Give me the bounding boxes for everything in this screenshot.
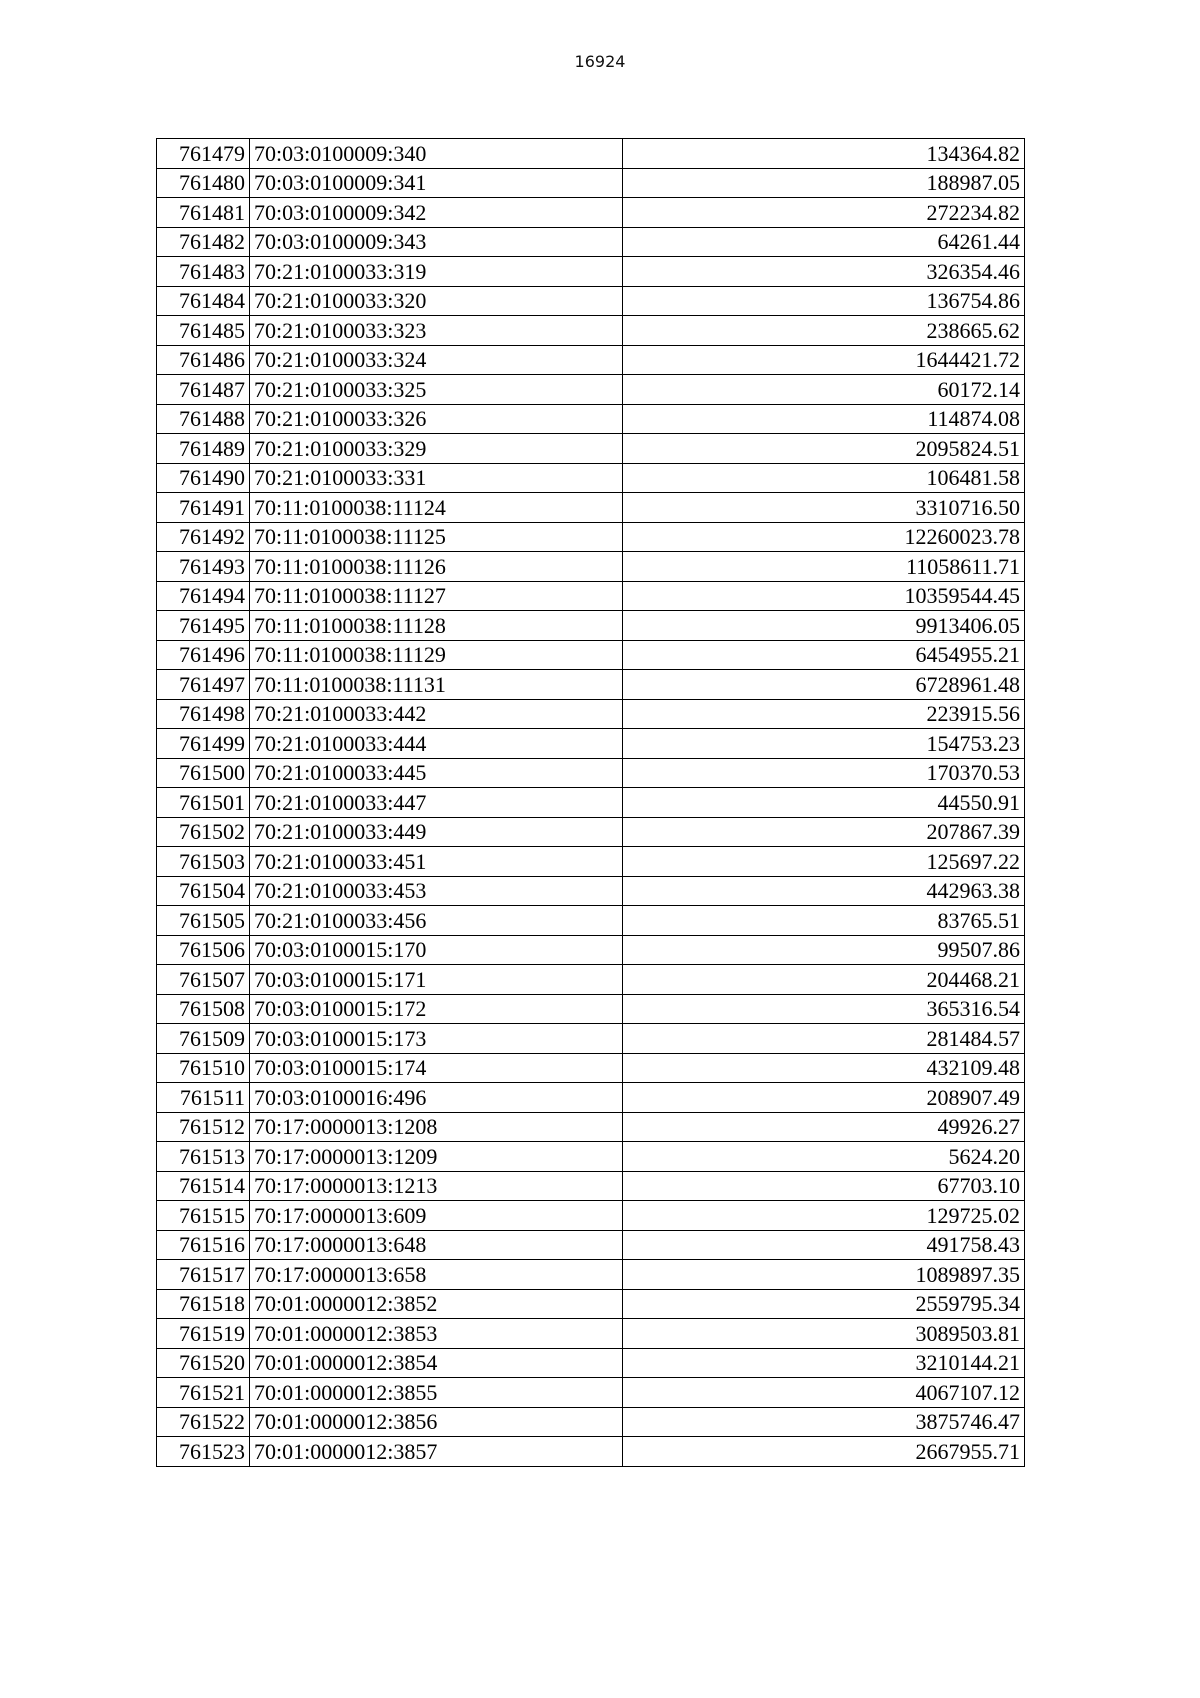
table-row — [157, 611, 1025, 641]
row-number-cell: 761501 — [157, 788, 250, 818]
value-cell: 432109.48 — [623, 1053, 1025, 1083]
cadastral-number-cell: 70:03:0100009:342 — [250, 198, 623, 228]
value-cell: 44550.91 — [623, 788, 1025, 818]
table-row — [157, 876, 1025, 906]
table-row — [157, 345, 1025, 375]
table-row — [157, 935, 1025, 965]
cadastral-number-cell: 70:03:0100016:496 — [250, 1083, 623, 1113]
value-cell: 10359544.45 — [623, 581, 1025, 611]
table-row — [157, 1083, 1025, 1113]
row-number-cell: 761489 — [157, 434, 250, 464]
table-row — [157, 758, 1025, 788]
cadastral-number-cell: 70:17:0000013:1208 — [250, 1112, 623, 1142]
table-row — [157, 1201, 1025, 1231]
table-row — [157, 581, 1025, 611]
table-row — [157, 316, 1025, 346]
row-number-cell: 761513 — [157, 1142, 250, 1172]
table-row — [157, 1348, 1025, 1378]
cadastral-number-cell: 70:11:0100038:11129 — [250, 640, 623, 670]
cadastral-number-cell: 70:03:0100009:343 — [250, 227, 623, 257]
row-number-cell: 761495 — [157, 611, 250, 641]
value-cell: 238665.62 — [623, 316, 1025, 346]
row-number-cell: 761494 — [157, 581, 250, 611]
row-number-cell: 761509 — [157, 1024, 250, 1054]
cadastral-number-cell: 70:21:0100033:329 — [250, 434, 623, 464]
value-cell: 5624.20 — [623, 1142, 1025, 1172]
row-number-cell: 761484 — [157, 286, 250, 316]
row-number-cell: 761507 — [157, 965, 250, 995]
cadastral-number-cell: 70:17:0000013:1213 — [250, 1171, 623, 1201]
row-number-cell: 761519 — [157, 1319, 250, 1349]
table-row — [157, 1112, 1025, 1142]
row-number-cell: 761503 — [157, 847, 250, 877]
row-number-cell: 761505 — [157, 906, 250, 936]
cadastral-number-cell: 70:21:0100033:331 — [250, 463, 623, 493]
row-number-cell: 761482 — [157, 227, 250, 257]
cadastral-number-cell: 70:21:0100033:451 — [250, 847, 623, 877]
data-table — [156, 138, 1025, 1467]
value-cell: 272234.82 — [623, 198, 1025, 228]
table-row — [157, 1142, 1025, 1172]
cadastral-number-cell: 70:21:0100033:325 — [250, 375, 623, 405]
value-cell: 2667955.71 — [623, 1437, 1025, 1467]
value-cell: 9913406.05 — [623, 611, 1025, 641]
value-cell: 3089503.81 — [623, 1319, 1025, 1349]
table-row — [157, 552, 1025, 582]
cadastral-number-cell: 70:01:0000012:3855 — [250, 1378, 623, 1408]
value-cell: 3310716.50 — [623, 493, 1025, 523]
row-number-cell: 761517 — [157, 1260, 250, 1290]
value-cell: 67703.10 — [623, 1171, 1025, 1201]
row-number-cell: 761480 — [157, 168, 250, 198]
cadastral-number-cell: 70:21:0100033:456 — [250, 906, 623, 936]
row-number-cell: 761497 — [157, 670, 250, 700]
table-row — [157, 1024, 1025, 1054]
table-row — [157, 847, 1025, 877]
table-row — [157, 965, 1025, 995]
table-body — [157, 139, 1025, 1467]
table-row — [157, 1289, 1025, 1319]
value-cell: 83765.51 — [623, 906, 1025, 936]
table-row — [157, 404, 1025, 434]
cadastral-number-cell: 70:17:0000013:658 — [250, 1260, 623, 1290]
table-row — [157, 699, 1025, 729]
table-row — [157, 788, 1025, 818]
row-number-cell: 761500 — [157, 758, 250, 788]
value-cell: 281484.57 — [623, 1024, 1025, 1054]
row-number-cell: 761498 — [157, 699, 250, 729]
value-cell: 2559795.34 — [623, 1289, 1025, 1319]
row-number-cell: 761492 — [157, 522, 250, 552]
row-number-cell: 761520 — [157, 1348, 250, 1378]
cadastral-number-cell: 70:03:0100015:172 — [250, 994, 623, 1024]
value-cell: 2095824.51 — [623, 434, 1025, 464]
row-number-cell: 761483 — [157, 257, 250, 287]
cadastral-number-cell: 70:21:0100033:442 — [250, 699, 623, 729]
value-cell: 3210144.21 — [623, 1348, 1025, 1378]
row-number-cell: 761491 — [157, 493, 250, 523]
row-number-cell: 761510 — [157, 1053, 250, 1083]
row-number-cell: 761512 — [157, 1112, 250, 1142]
value-cell: 6454955.21 — [623, 640, 1025, 670]
row-number-cell: 761514 — [157, 1171, 250, 1201]
cadastral-number-cell: 70:03:0100009:341 — [250, 168, 623, 198]
row-number-cell: 761515 — [157, 1201, 250, 1231]
table-row — [157, 522, 1025, 552]
table-row — [157, 729, 1025, 759]
value-cell: 134364.82 — [623, 139, 1025, 169]
cadastral-number-cell: 70:21:0100033:445 — [250, 758, 623, 788]
cadastral-number-cell: 70:17:0000013:648 — [250, 1230, 623, 1260]
cadastral-number-cell: 70:21:0100033:447 — [250, 788, 623, 818]
row-number-cell: 761493 — [157, 552, 250, 582]
table-row — [157, 286, 1025, 316]
table-row — [157, 198, 1025, 228]
value-cell: 114874.08 — [623, 404, 1025, 434]
value-cell: 12260023.78 — [623, 522, 1025, 552]
row-number-cell: 761496 — [157, 640, 250, 670]
table-row — [157, 1378, 1025, 1408]
cadastral-number-cell: 70:21:0100033:320 — [250, 286, 623, 316]
cadastral-number-cell: 70:21:0100033:326 — [250, 404, 623, 434]
table-row — [157, 1260, 1025, 1290]
cadastral-number-cell: 70:11:0100038:11128 — [250, 611, 623, 641]
table-row — [157, 463, 1025, 493]
row-number-cell: 761490 — [157, 463, 250, 493]
cadastral-number-cell: 70:21:0100033:319 — [250, 257, 623, 287]
value-cell: 4067107.12 — [623, 1378, 1025, 1408]
row-number-cell: 761522 — [157, 1407, 250, 1437]
table-row — [157, 994, 1025, 1024]
table-row — [157, 640, 1025, 670]
row-number-cell: 761523 — [157, 1437, 250, 1467]
cadastral-number-cell: 70:03:0100015:171 — [250, 965, 623, 995]
value-cell: 136754.86 — [623, 286, 1025, 316]
row-number-cell: 761521 — [157, 1378, 250, 1408]
table-row — [157, 906, 1025, 936]
cadastral-number-cell: 70:01:0000012:3854 — [250, 1348, 623, 1378]
value-cell: 207867.39 — [623, 817, 1025, 847]
row-number-cell: 761485 — [157, 316, 250, 346]
value-cell: 129725.02 — [623, 1201, 1025, 1231]
cadastral-number-cell: 70:01:0000012:3856 — [250, 1407, 623, 1437]
row-number-cell: 761504 — [157, 876, 250, 906]
row-number-cell: 761508 — [157, 994, 250, 1024]
page-number: 16924 — [574, 52, 626, 71]
value-cell: 99507.86 — [623, 935, 1025, 965]
cadastral-number-cell: 70:17:0000013:1209 — [250, 1142, 623, 1172]
row-number-cell: 761488 — [157, 404, 250, 434]
cadastral-number-cell: 70:21:0100033:453 — [250, 876, 623, 906]
table-row — [157, 1230, 1025, 1260]
table-row — [157, 1407, 1025, 1437]
row-number-cell: 761502 — [157, 817, 250, 847]
value-cell: 60172.14 — [623, 375, 1025, 405]
cadastral-number-cell: 70:17:0000013:609 — [250, 1201, 623, 1231]
cadastral-number-cell: 70:03:0100015:174 — [250, 1053, 623, 1083]
cadastral-number-cell: 70:11:0100038:11127 — [250, 581, 623, 611]
row-number-cell: 761486 — [157, 345, 250, 375]
cadastral-number-cell: 70:21:0100033:323 — [250, 316, 623, 346]
value-cell: 491758.43 — [623, 1230, 1025, 1260]
value-cell: 11058611.71 — [623, 552, 1025, 582]
table-row — [157, 817, 1025, 847]
cadastral-number-cell: 70:11:0100038:11124 — [250, 493, 623, 523]
cadastral-number-cell: 70:11:0100038:11125 — [250, 522, 623, 552]
row-number-cell: 761516 — [157, 1230, 250, 1260]
row-number-cell: 761506 — [157, 935, 250, 965]
table-row — [157, 257, 1025, 287]
value-cell: 223915.56 — [623, 699, 1025, 729]
row-number-cell: 761518 — [157, 1289, 250, 1319]
cadastral-number-cell: 70:03:0100009:340 — [250, 139, 623, 169]
cadastral-number-cell: 70:11:0100038:11126 — [250, 552, 623, 582]
row-number-cell: 761487 — [157, 375, 250, 405]
value-cell: 64261.44 — [623, 227, 1025, 257]
value-cell: 365316.54 — [623, 994, 1025, 1024]
table-row — [157, 1171, 1025, 1201]
value-cell: 154753.23 — [623, 729, 1025, 759]
cadastral-number-cell: 70:03:0100015:173 — [250, 1024, 623, 1054]
cadastral-number-cell: 70:01:0000012:3857 — [250, 1437, 623, 1467]
table-row — [157, 139, 1025, 169]
value-cell: 49926.27 — [623, 1112, 1025, 1142]
value-cell: 326354.46 — [623, 257, 1025, 287]
table-row — [157, 1053, 1025, 1083]
value-cell: 3875746.47 — [623, 1407, 1025, 1437]
cadastral-number-cell: 70:03:0100015:170 — [250, 935, 623, 965]
row-number-cell: 761479 — [157, 139, 250, 169]
row-number-cell: 761499 — [157, 729, 250, 759]
cadastral-number-cell: 70:21:0100033:449 — [250, 817, 623, 847]
value-cell: 188987.05 — [623, 168, 1025, 198]
value-cell: 1644421.72 — [623, 345, 1025, 375]
table-row — [157, 1319, 1025, 1349]
table-row — [157, 434, 1025, 464]
row-number-cell: 761511 — [157, 1083, 250, 1113]
table-row — [157, 168, 1025, 198]
cadastral-number-cell: 70:01:0000012:3853 — [250, 1319, 623, 1349]
value-cell: 442963.38 — [623, 876, 1025, 906]
cadastral-number-cell: 70:21:0100033:324 — [250, 345, 623, 375]
value-cell: 208907.49 — [623, 1083, 1025, 1113]
table-row — [157, 227, 1025, 257]
table-row — [157, 375, 1025, 405]
value-cell: 125697.22 — [623, 847, 1025, 877]
row-number-cell: 761481 — [157, 198, 250, 228]
value-cell: 170370.53 — [623, 758, 1025, 788]
cadastral-number-cell: 70:11:0100038:11131 — [250, 670, 623, 700]
cadastral-number-cell: 70:21:0100033:444 — [250, 729, 623, 759]
value-cell: 1089897.35 — [623, 1260, 1025, 1290]
cadastral-number-cell: 70:01:0000012:3852 — [250, 1289, 623, 1319]
value-cell: 106481.58 — [623, 463, 1025, 493]
table-row — [157, 493, 1025, 523]
value-cell: 6728961.48 — [623, 670, 1025, 700]
table-row — [157, 1437, 1025, 1467]
value-cell: 204468.21 — [623, 965, 1025, 995]
table-row — [157, 670, 1025, 700]
